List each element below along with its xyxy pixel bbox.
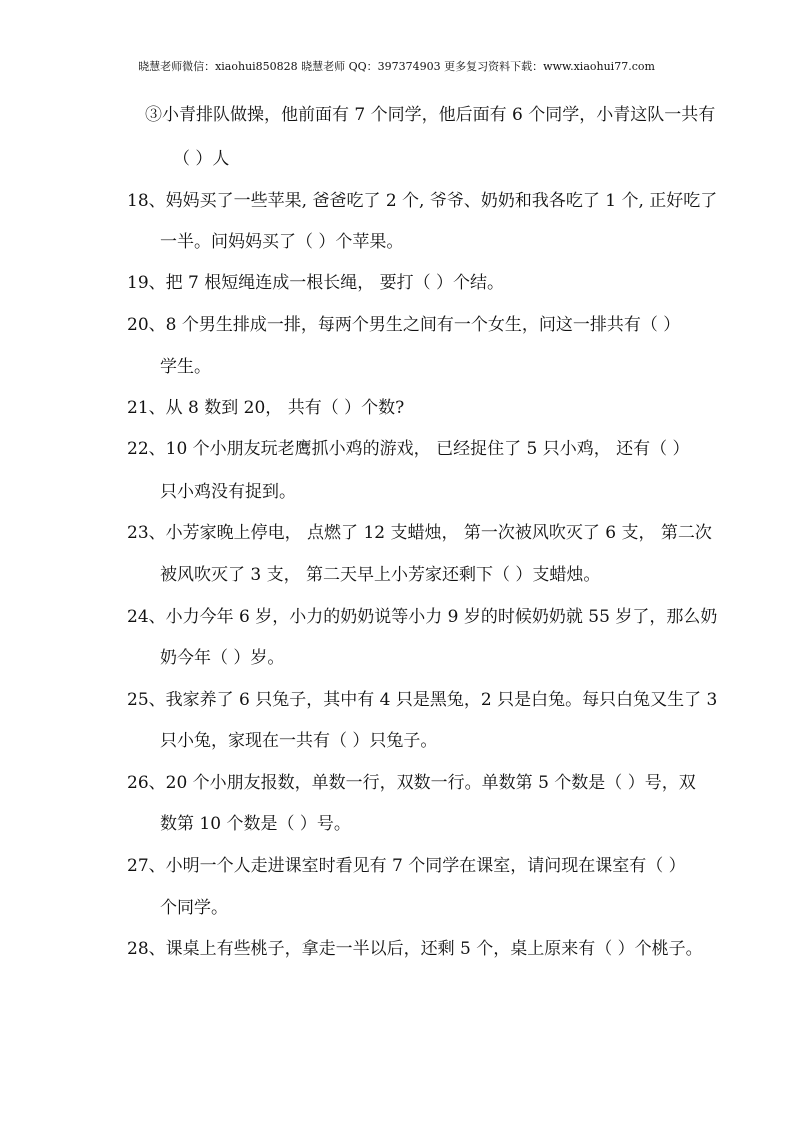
question-27-line-2: 个同学。 bbox=[160, 898, 228, 918]
question-19-line-1: 19、把 7 根短绳连成一根长绳， 要打（ ）个结。 bbox=[127, 273, 505, 293]
question-25-line-1: 25、我家养了 6 只兔子，其中有 4 只是黑兔，2 只是白兔。每只白兔又生了 3 bbox=[127, 690, 718, 710]
question-20-line-2: 学生。 bbox=[160, 357, 211, 377]
question-24-line-2: 奶今年（ ）岁。 bbox=[160, 648, 285, 668]
question-26-line-2: 数第 10 个数是（ ）号。 bbox=[160, 814, 351, 834]
question-24-line-1: 24、小力今年 6 岁，小力的奶奶说等小力 9 岁的时候奶奶就 55 岁了，那么奶 bbox=[127, 607, 718, 627]
question-17-3-line-2: （ ）人 bbox=[173, 149, 230, 169]
question-18-line-2: 一半。问妈妈买了（ ）个苹果。 bbox=[160, 232, 404, 252]
question-26-line-1: 26、20 个小朋友报数，单数一行，双数一行。单数第 5 个数是（ ）号，双 bbox=[127, 773, 696, 793]
question-23-line-2: 被风吹灭了 3 支， 第二天早上小芳家还剩下（ ）支蜡烛。 bbox=[160, 565, 601, 585]
question-25-line-2: 只小兔，家现在一共有（ ）只兔子。 bbox=[160, 731, 438, 751]
page-header: 晓慧老师微信：xiaohui850828 晓慧老师 QQ：397374903 更多复习资料下载：www.xiaohui77.com bbox=[138, 60, 655, 73]
question-22-line-2: 只小鸡没有捉到。 bbox=[160, 482, 296, 502]
question-21-line-1: 21、从 8 数到 20， 共有（ ）个数? bbox=[127, 398, 405, 418]
question-18-line-1: 18、妈妈买了一些苹果, 爸爸吃了 2 个, 爷爷、奶奶和我各吃了 1 个, 正好吃了 bbox=[127, 191, 718, 211]
question-28-line-1: 28、课桌上有些桃子，拿走一半以后，还剩 5 个，桌上原来有（ ）个桃子。 bbox=[127, 939, 703, 959]
question-20-line-1: 20、8 个男生排成一排，每两个男生之间有一个女生，问这一排共有（ ） bbox=[127, 315, 681, 335]
question-23-line-1: 23、小芳家晚上停电， 点燃了 12 支蜡烛， 第一次被风吹灭了 6 支， 第二次 bbox=[127, 523, 712, 543]
question-22-line-1: 22、10 个小朋友玩老鹰抓小鸡的游戏， 已经捉住了 5 只小鸡， 还有（ ） bbox=[127, 439, 690, 459]
question-27-line-1: 27、小明一个人走进课室时看见有 7 个同学在课室，请问现在课室有（ ） bbox=[127, 856, 686, 876]
question-17-3-line-1: ③小青排队做操，他前面有 7 个同学，他后面有 6 个同学，小青这队一共有 bbox=[145, 105, 716, 125]
